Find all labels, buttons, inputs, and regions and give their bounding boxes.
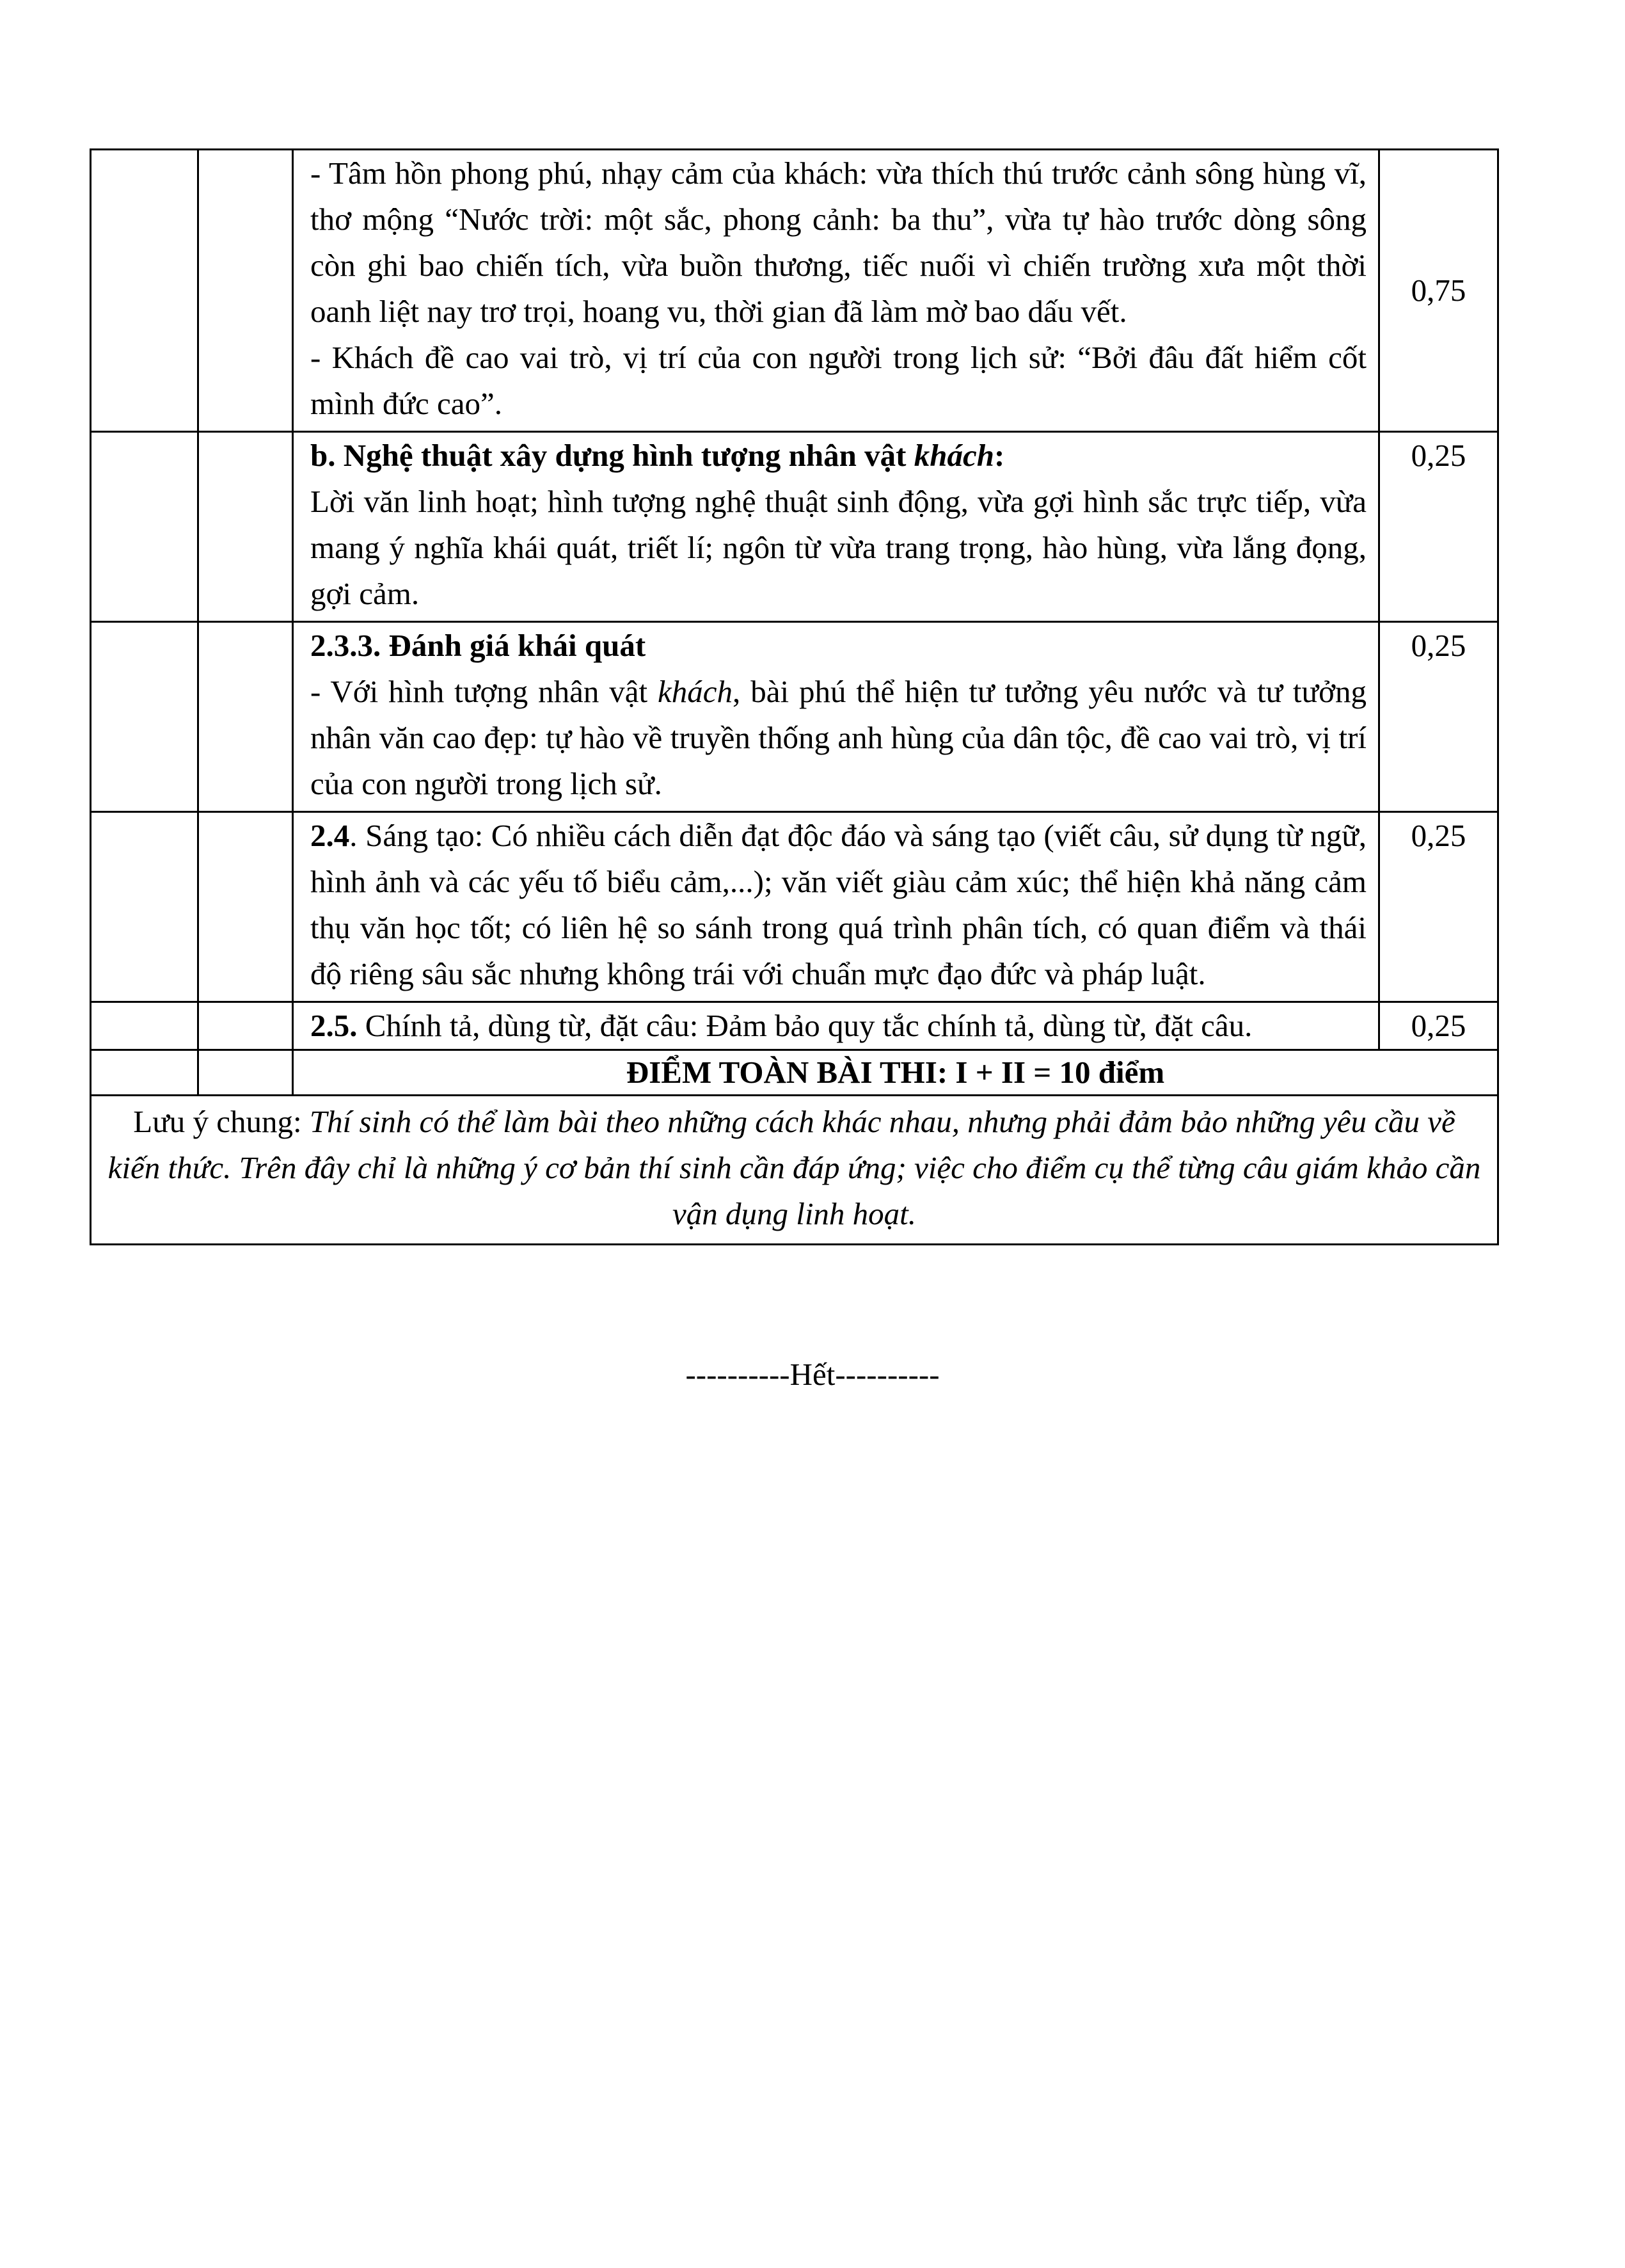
content-paragraph: - Khách đề cao vai trò, vị trí của con người trong lịch sử: “Bởi đâu đất hiểm cốt mình đức cao”.	[310, 340, 1367, 421]
content-cell	[293, 622, 1379, 812]
grading-table	[90, 148, 1499, 1245]
part-cell	[91, 1050, 198, 1096]
score-cell	[1379, 622, 1498, 812]
note-text: Thí sinh có thể làm bài theo những cách khác nhau, nhưng phải đảm bảo những yêu cầu về kiến thức. Trên đây chỉ là những ý cơ bản thí sinh cần đáp ứng; việc cho điểm cụ thể từng câu giám khảo cần vận dụng linh hoạt.	[107, 1104, 1481, 1231]
body-text: , bài phú thể hiện tư tưởng yêu nước và tư tưởng nhân văn cao đẹp: tự hào về truyền thống anh hùng của dân tộc, đề cao vai trò, vị trí của con người trong lịch sử.	[310, 674, 1367, 801]
body-text: - Với hình tượng nhân vật	[310, 674, 658, 709]
score-cell	[1379, 1002, 1498, 1050]
section-cell	[198, 432, 293, 622]
end-marker: ----------Hết----------	[685, 1357, 940, 1392]
content-paragraph: Lời văn linh hoạt; hình tượng nghệ thuật sinh động, vừa gợi hình sắc trực tiếp, vừa mang ý nghĩa khái quát, triết lí; ngôn từ vừa trang trọng, hào hùng, vừa lắng đọng, gợi cảm.	[310, 484, 1367, 611]
item-label: 2.5.	[310, 1008, 358, 1043]
content-heading: 2.3.3. Đánh giá khái quát	[310, 628, 646, 663]
content-cell	[293, 150, 1379, 432]
heading-italic: khách	[914, 438, 994, 473]
score-value: 0,25	[1411, 1008, 1466, 1043]
table-row-total	[91, 1050, 1498, 1096]
part-cell	[91, 432, 198, 622]
general-note	[91, 1096, 1497, 1243]
score-cell	[1379, 812, 1498, 1002]
table-row-note	[91, 1096, 1498, 1245]
section-cell	[198, 812, 293, 1002]
content-cell	[293, 432, 1379, 622]
body-italic: khách	[658, 674, 733, 709]
score-value: 0,75	[1411, 273, 1466, 308]
heading-text: b. Nghệ thuật xây dựng hình tượng nhân vật	[310, 438, 914, 473]
score-value: 0,25	[1411, 818, 1466, 853]
content-paragraph	[310, 1003, 1367, 1049]
part-cell	[91, 812, 198, 1002]
section-cell	[198, 1050, 293, 1096]
section-cell	[198, 150, 293, 432]
content-cell	[293, 1002, 1379, 1050]
table-row	[91, 812, 1498, 1002]
score-cell	[1379, 432, 1498, 622]
content-heading	[310, 433, 1367, 479]
content-paragraph: - Tâm hồn phong phú, nhạy cảm của khách: vừa thích thú trước cảnh sông hùng vĩ, thơ mộng “Nước trời: một sắc, phong cảnh: ba thu”, vừa tự hào trước dòng sông còn ghi bao chiến tích, vừa buồn thương, tiếc nuối vì chiến trường xưa một thời oanh liệt nay trơ trọi, hoang vu, thời gian đã làm mờ bao dấu vết.	[310, 156, 1367, 329]
content-paragraph	[310, 813, 1367, 997]
note-label: Lưu ý chung:	[133, 1104, 310, 1139]
score-cell	[1379, 150, 1498, 432]
part-cell	[91, 1002, 198, 1050]
item-label: 2.4	[310, 818, 350, 853]
table-row	[91, 150, 1498, 432]
note-cell	[91, 1096, 1498, 1245]
table-row	[91, 1002, 1498, 1050]
content-cell	[293, 812, 1379, 1002]
content-paragraph	[310, 669, 1367, 807]
total-score: ĐIỂM TOÀN BÀI THI: I + II = 10 điểm	[626, 1055, 1165, 1090]
score-value: 0,25	[1411, 438, 1466, 473]
table-row	[91, 622, 1498, 812]
body-text: . Sáng tạo: Có nhiều cách diễn đạt độc đáo và sáng tạo (viết câu, sử dụng từ ngữ, hình ảnh và các yếu tố biểu cảm,...); văn viết giàu cảm xúc; thể hiện khả năng cảm thụ văn học tốt; có liên hệ so sánh trong quá trình phân tích, có quan điểm và thái độ riêng sâu sắc nhưng không trái với chuẩn mực đạo đức và pháp luật.	[310, 818, 1367, 991]
heading-colon: :	[994, 438, 1005, 473]
part-cell	[91, 622, 198, 812]
section-cell	[198, 622, 293, 812]
body-text: Chính tả, dùng từ, đặt câu: Đảm bảo quy tắc chính tả, dùng từ, đặt câu.	[357, 1008, 1253, 1043]
total-cell	[293, 1050, 1498, 1096]
part-cell	[91, 150, 198, 432]
table-row	[91, 432, 1498, 622]
score-value: 0,25	[1411, 628, 1466, 663]
section-cell	[198, 1002, 293, 1050]
